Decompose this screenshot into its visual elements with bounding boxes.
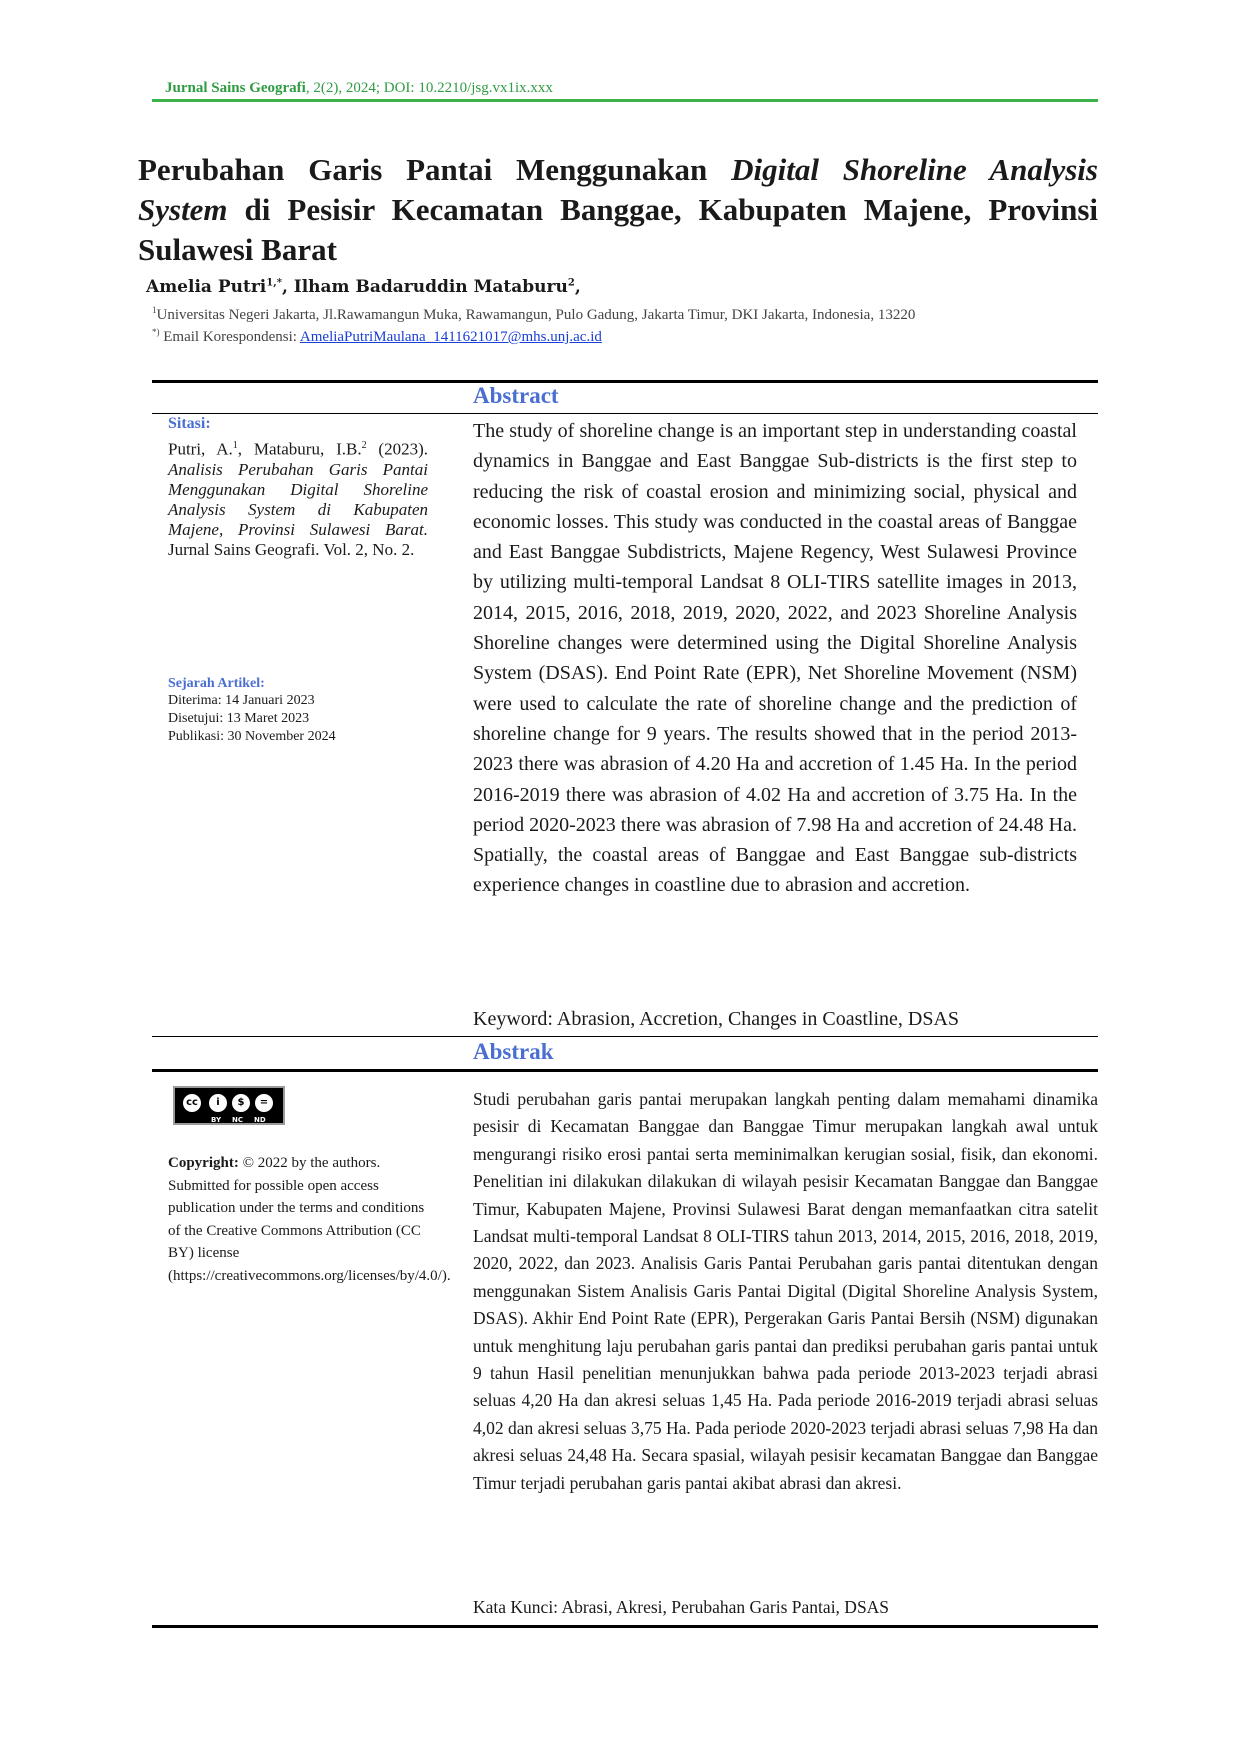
history-received: Diterima: 14 Januari 2023 bbox=[168, 693, 315, 708]
correspondence-mark: *) bbox=[152, 327, 160, 337]
bottom-rule bbox=[152, 1625, 1098, 1628]
citation-title: Analisis Perubahan Garis Pantai Menggunakan Digital Shoreline Analysis System di Kabupaten Majene, Provinsi Sulawesi Barat. bbox=[168, 459, 428, 539]
affiliation-text: Universitas Negeri Jakarta, Jl.Rawamangun Muka, Rawamangun, Pulo Gadung, Jakarta Timur, DKI Jakarta, Indonesia, 13220 bbox=[156, 307, 916, 323]
correspondence-email bbox=[152, 327, 602, 346]
creative-commons-by-nc-nd-icon[interactable] bbox=[173, 1086, 285, 1125]
citation-year: (2023). bbox=[366, 439, 429, 459]
abstrak-body: Studi perubahan garis pantai merupakan langkah penting dalam memahami dinamika pesisir di Kecamatan Banggae dan Banggae Timur merupakan langkah awal untuk mengurangi risiko erosi pantai serta meminimalkan kerugian sosial, fisik, dan ekonomi. Penelitian ini dilakukan dilakukan di wilayah pesisir Kecamatan Banggae dan Banggae Timur, Kabupaten Majene, Provinsi Sulawesi Barat dengan memanfaatkan citra satelit Landsat multi-temporal Landsat 8 OLI-TIRS tahun 2013, 2014, 2015, 2016, 2018, 2019, 2020, 2022, dan 2023. Analisis Garis Pantai Perubahan garis pantai ditentukan dengan menggunakan Sistem Analisis Garis Pantai Digital (Digital Shoreline Analysis System, DSAS). Akhir End Point Rate (EPR), Pergerakan Garis Pantai Bersih (NSM) digunakan untuk menghitung laju perubahan garis pantai dan prediksi perubahan garis pantai untuk 9 tahun Hasil penelitian menunjukkan bahwa pada periode 2013-2023 terjadi abrasi seluas 4,20 Ha dan akresi seluas 1,45 Ha. Pada periode 2016-2019 terjadi abrasi seluas 4,02 dan akresi seluas 3,75 Ha. Pada periode 2020-2023 terjadi abrasi seluas 7,98 Ha dan akresi seluas 24,48 Ha. Secara spasial, wilayah pesisir kecamatan Banggae dan Banggae Timur terjadi perubahan garis pantai akibat abrasi dan akresi. bbox=[473, 1089, 1098, 1493]
history-published: Publikasi: 30 November 2024 bbox=[168, 729, 336, 744]
author-1-affiliation-mark: 1,* bbox=[266, 277, 282, 289]
citation-journal: Jurnal Sains Geografi. Vol. 2, No. 2. bbox=[168, 539, 415, 559]
cc-label-by: BY bbox=[211, 1116, 222, 1124]
citation-block bbox=[168, 415, 428, 560]
abstract-keywords: Keyword: Abrasion, Accretion, Changes in Coastline, DSAS bbox=[473, 1008, 960, 1030]
cc-label-nc: NC bbox=[232, 1116, 244, 1124]
citation-sup-1: 1 bbox=[232, 440, 238, 451]
citation-author-1: Putri, A. bbox=[168, 439, 233, 459]
citation-sup-2: 2 bbox=[361, 440, 367, 451]
copyright-label: Copyright: bbox=[168, 1155, 239, 1171]
cc-nc-circle-icon: $ bbox=[230, 1092, 252, 1114]
abstract-heading-rule bbox=[152, 413, 1098, 414]
author-2: , Ilham Badaruddin Mataburu bbox=[281, 277, 568, 297]
abstrak-keywords: Kata Kunci: Abrasi, Akresi, Perubahan Garis Pantai, DSAS bbox=[473, 1597, 890, 1617]
cc-nd-circle-icon: = bbox=[253, 1092, 275, 1114]
journal-issue-doi: , 2(2), 2024; DOI: 10.2210/jsg.vx1ix.xxx bbox=[305, 80, 553, 96]
abstrak-heading: Abstrak bbox=[473, 1039, 554, 1064]
citation-text bbox=[168, 436, 428, 560]
journal-name: Jurnal Sains Geografi bbox=[165, 80, 306, 96]
cc-labels bbox=[211, 1116, 277, 1124]
history-label: Sejarah Artikel: bbox=[168, 676, 265, 691]
author-1: Amelia Putri bbox=[146, 277, 267, 297]
citation-label: Sitasi: bbox=[168, 415, 211, 432]
cc-by-circle-icon: i bbox=[207, 1092, 229, 1114]
title-part1: Perubahan Garis Pantai Menggunakan bbox=[138, 152, 732, 187]
email-label: Email Korespondensi: bbox=[159, 329, 300, 345]
cc-label-nd: ND bbox=[254, 1116, 266, 1124]
header-rule bbox=[152, 99, 1098, 102]
email-link[interactable]: AmeliaPutriMaulana_1411621017@mhs.unj.ac.id bbox=[299, 329, 602, 345]
copyright-notice bbox=[168, 1152, 451, 1287]
abstract-body: The study of shoreline change is an important step in understanding coastal dynamics in Banggae and East Banggae Sub-districts is the first step to reducing the risk of coastal erosion and minimizing social, physical and economic losses. This study was conducted in the coastal areas of Banggae and East Banggae Subdistricts, Majene Regency, West Sulawesi Province by utilizing multi-temporal Landsat 8 OLI-TIRS satellite images in 2013, 2014, 2015, 2016, 2018, 2019, 2020, 2022, and 2023 Shoreline Analysis Shoreline changes were determined using the Digital Shoreline Analysis System (DSAS). End Point Rate (EPR), Net Shoreline Movement (NSM) were used to calculate the rate of shoreline change and the prediction of shoreline change for 9 years. The results showed that in the period 2013-2023 there was abrasion of 4.20 Ha and accretion of 1.45 Ha. In the period 2016-2019 there was abrasion of 4.02 Ha and accretion of 3.75 Ha. In the period 2020-2023 there was abrasion of 7.98 Ha and accretion of 24.48 Ha. Spatially, the coastal areas of Banggae and East Banggae sub-districts experience changes in coastline due to abrasion and accretion. bbox=[473, 420, 1077, 897]
history-accepted: Disetujui: 13 Maret 2023 bbox=[168, 711, 310, 726]
title-italic: Digital Shoreline Analysis System bbox=[138, 152, 1098, 227]
abstrak-top-rule bbox=[152, 1036, 1098, 1037]
title-part2: di Pesisir Kecamatan Banggae, Kabupaten Majene, Provinsi Sulawesi Barat bbox=[138, 192, 1098, 267]
copyright-text: © 2022 by the authors. Submitted for possible open access publication under the terms and conditions of the Creative Commons Attribution (CC BY) license (https://creativecommons.org/licenses/by/4.0/). bbox=[168, 1155, 451, 1284]
abstract-top-rule bbox=[152, 380, 1098, 383]
author-2-affiliation-mark: 2 bbox=[567, 277, 575, 289]
running-head bbox=[165, 80, 553, 97]
abstract-heading: Abstract bbox=[473, 383, 559, 408]
paper-title bbox=[138, 150, 1098, 270]
affiliation bbox=[152, 305, 915, 324]
abstrak-heading-rule bbox=[152, 1069, 1098, 1072]
author-list-tail: , bbox=[574, 277, 581, 297]
history-block bbox=[168, 676, 428, 746]
affiliation-mark: 1 bbox=[152, 305, 157, 315]
cc-circle-icon: cc bbox=[181, 1092, 203, 1114]
author-list bbox=[146, 277, 581, 297]
citation-author-2: , Mataburu, I.B. bbox=[237, 439, 362, 459]
